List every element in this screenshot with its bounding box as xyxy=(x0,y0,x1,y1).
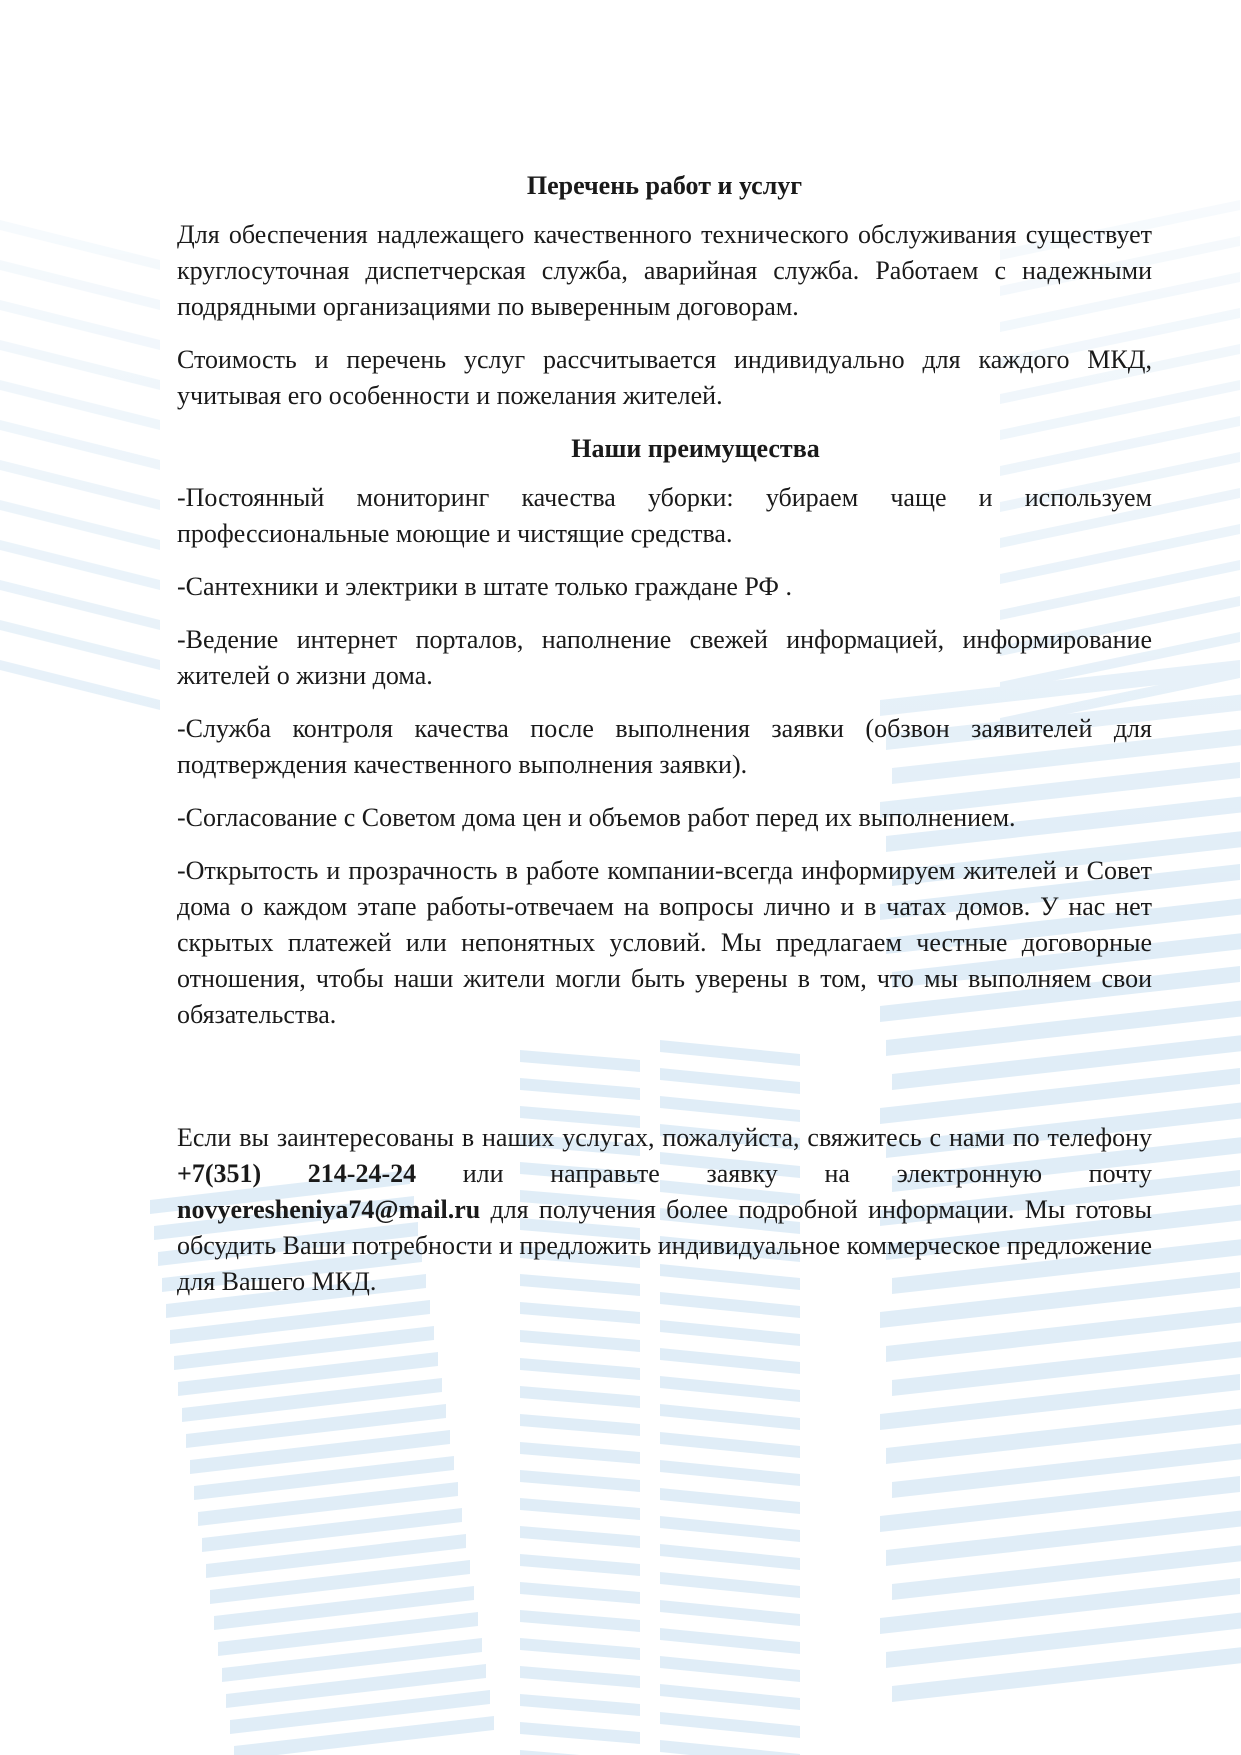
advantages-title: Наши преимущества xyxy=(571,434,820,463)
advantage-item: -Согласование с Советом дома цен и объемов работ перед их выполнением. xyxy=(177,803,1016,832)
advantage-item: -Постоянный мониторинг качества уборки: убираем чаще и используем профессиональные моющие и чистящие средства. xyxy=(177,483,1152,548)
advantage-item: -Открытость и прозрачность в работе компании-всегда информируем жителей и Совет дома о каждом этапе работы-отвечаем на вопросы лично и в чатах домов. У нас нет скрытых платежей или непонятных условий. Мы предлагаем честные договорные отношения, чтобы наши жители могли быть уверены в том, что мы выполняем свои обязательства. xyxy=(177,856,1152,1029)
contact-paragraph xyxy=(177,1120,1152,1300)
advantage-item: -Ведение интернет порталов, наполнение свежей информацией, информирование жителей о жизни дома. xyxy=(177,625,1152,690)
advantage-item: -Служба контроля качества после выполнения заявки (обзвон заявителей для подтверждения качественного выполнения заявки). xyxy=(177,714,1152,779)
services-paragraph-2: Стоимость и перечень услуг рассчитывается индивидуально для каждого МКД, учитывая его особенности и пожелания жителей. xyxy=(177,345,1152,410)
contact-email[interactable]: novyeresheniya74@mail.ru xyxy=(177,1195,481,1224)
advantage-item: -Сантехники и электрики в штате только граждане РФ . xyxy=(177,572,792,601)
contact-text-3: для получения более подробной информации. Мы готовы обсудить Ваши потребности и предложить индивидуальное коммерческое предложение для Вашего МКД. xyxy=(177,1195,1152,1296)
services-paragraph-1: Для обеспечения надлежащего качественного технического обслуживания существует круглосуточная диспетчерская служба, аварийная служба. Работаем с надежными подрядными организациями по выверенным договорам. xyxy=(177,220,1152,321)
contact-text-2: или направьте заявку на электронную почту xyxy=(416,1159,1152,1188)
document-page xyxy=(177,168,1152,1317)
contact-text-1: Если вы заинтересованы в наших услугах, пожалуйста, свяжитесь с нами по телефону xyxy=(177,1123,1152,1152)
services-title: Перечень работ и услуг xyxy=(526,171,803,200)
contact-phone[interactable]: +7(351) 214-24-24 xyxy=(177,1159,417,1188)
